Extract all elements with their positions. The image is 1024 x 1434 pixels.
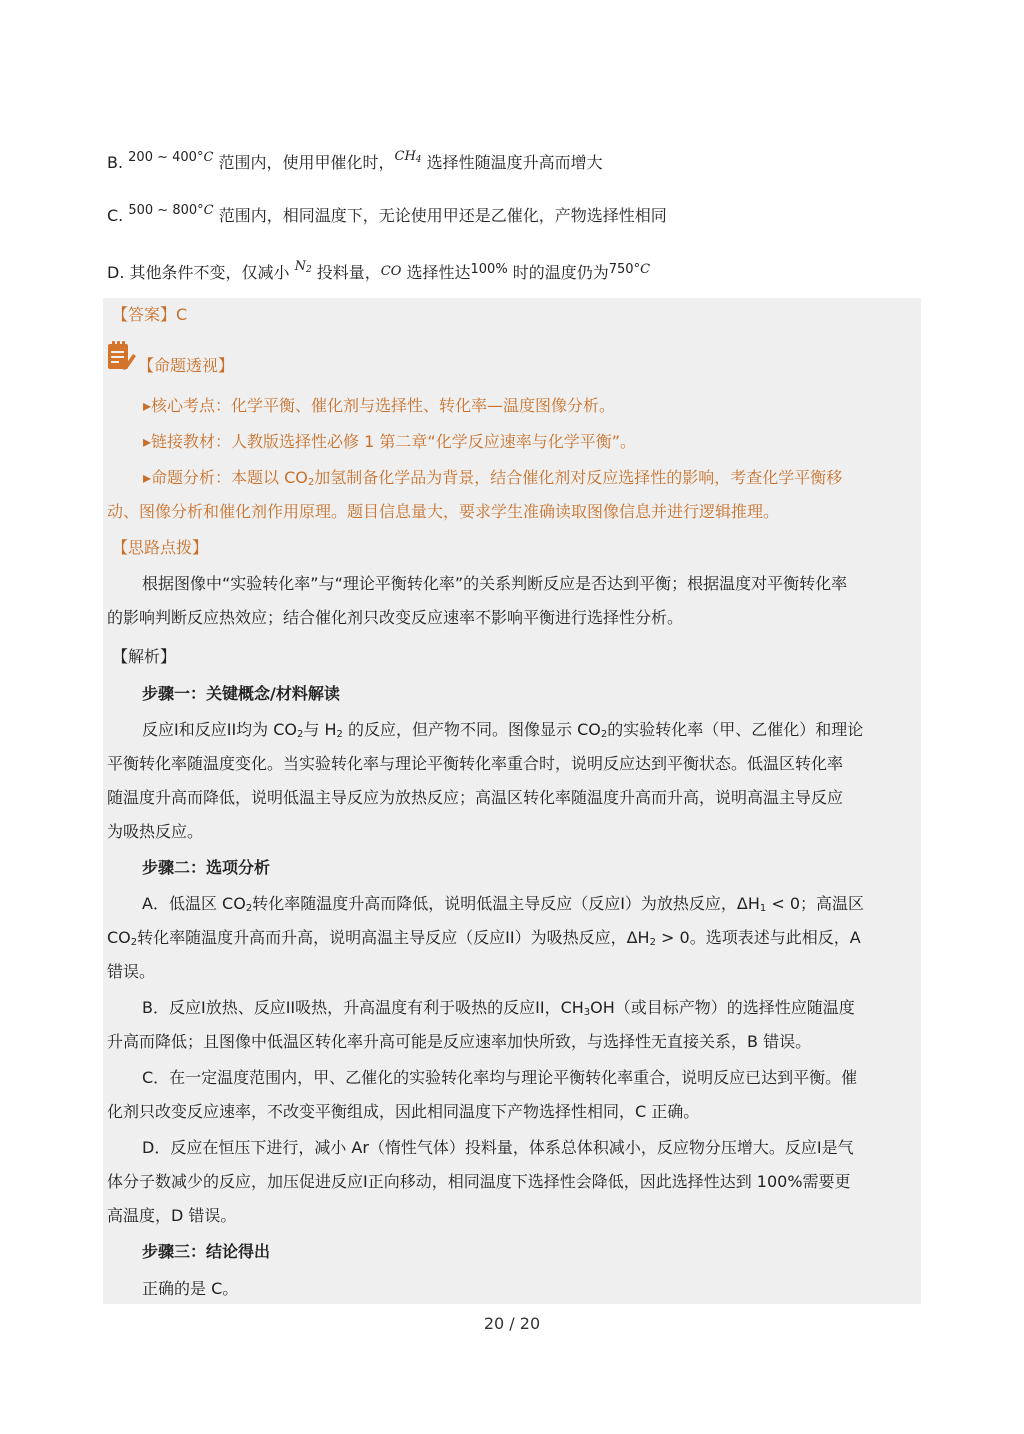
temperature-range: 500 ~ 800°C xyxy=(128,203,214,218)
option-a-analysis-3: 错误。 xyxy=(107,962,156,981)
formula-n2: N2 xyxy=(294,259,312,275)
option-text: 选择性达 xyxy=(401,263,471,282)
option-text: 时的温度仍为 xyxy=(507,263,609,282)
option-letter: B. xyxy=(107,153,124,172)
option-text: 范围内，使用甲催化时， xyxy=(213,153,395,172)
option-b-analysis-2: 升高而降低；且图像中低温区转化率升高可能是反应速率加快所致，与选择性无直接关系，B 错误。 xyxy=(107,1032,812,1051)
selectivity-value: 100% xyxy=(470,262,508,277)
option-a-analysis-1: A．低温区 $CO_2$转化率随温度升高而降低，说明低温主导反应（反应I）为放热反应，$\Delta H_1 < 0$；高温区 xyxy=(142,894,865,914)
core-label: ▸核心考点： xyxy=(143,396,232,415)
option-a-analysis-2: $CO_2$转化率随温度升高而升高，说明高温主导反应（反应II）为吸热反应，$\Delta H_2 > 0$。选项表述与此相反，A xyxy=(107,928,861,948)
notepad-icon xyxy=(106,340,136,372)
option-d-analysis-3: 高温度，D 错误。 xyxy=(107,1206,237,1225)
option-letter: D. xyxy=(107,263,125,282)
proposition-analysis-cont: 动、图像分析和催化剂作用原理。题目信息量大，要求学生准确读取图像信息并进行逻辑推理。 xyxy=(107,502,780,521)
formula-ch4: CH4 xyxy=(394,149,422,165)
textbook-link xyxy=(143,431,636,453)
hint-line-2: 的影响判断反应热效应；结合催化剂只改变反应速率不影响平衡进行选择性分析。 xyxy=(107,608,684,627)
step-one-line-2: 平衡转化率随温度变化。当实验转化率与理论平衡转化率重合时，说明反应达到平衡状态。低温区转化率 xyxy=(107,754,844,773)
option-text: 选择性随温度升高而增大 xyxy=(421,153,603,172)
option-text: 其他条件不变，仅减小 xyxy=(129,263,295,282)
option-text: 投料量， xyxy=(311,263,381,282)
option-b xyxy=(107,149,603,177)
core-points xyxy=(143,395,615,417)
option-c-analysis-2: 化剂只改变反应速率，不改变平衡组成，因此相同温度下产物选择性相同，C 正确。 xyxy=(107,1102,700,1121)
option-text: 范围内，相同温度下，无论使用甲还是乙催化，产物选择性相同 xyxy=(213,206,667,225)
proposition-analysis xyxy=(143,467,842,489)
analysis-text: 本题以 CO xyxy=(231,468,308,487)
option-c-analysis-1: C．在一定温度范围内，甲、乙催化的实验转化率均与理论平衡转化率重合，说明反应已达到平衡。催 xyxy=(142,1068,858,1087)
answer-line: 【答案】C xyxy=(112,305,188,324)
page-number: 20 / 20 xyxy=(483,1314,541,1333)
step-one-line-1: 反应I和反应II均为 $CO_2$与 $H_2$ 的反应，但产物不同。图像显示 $CO_2$的实验转化率（甲、乙催化）和理论 xyxy=(142,720,864,740)
step-one-heading: 步骤一：关键概念/材料解读 xyxy=(142,684,340,703)
option-c xyxy=(107,205,667,229)
step-two-heading: 步骤二：选项分析 xyxy=(142,858,271,877)
analysis-title: 【解析】 xyxy=(112,647,177,666)
subscript: 2 xyxy=(307,477,315,488)
formula-co: CO xyxy=(380,264,402,279)
link-text: 人教版选择性必修 1 第二章“化学反应速率与化学平衡”。 xyxy=(231,432,636,451)
step-three-heading: 步骤三：结论得出 xyxy=(142,1242,271,1261)
option-d-analysis-2: 体分子数减少的反应，加压促进反应I正向移动，相同温度下选择性会降低，因此选择性达到 100%需要更 xyxy=(107,1172,851,1191)
option-d xyxy=(107,259,651,287)
conclusion: 正确的是 C。 xyxy=(142,1279,239,1298)
hint-line-1: 根据图像中“实验转化率”与“理论平衡转化率”的关系判断反应是否达到平衡；根据温度对平衡转化率 xyxy=(142,574,848,593)
proposition-title: 【命题透视】 xyxy=(138,356,235,375)
option-letter: C. xyxy=(107,206,124,225)
analysis-text: 加氢制备化学品为背景，结合催化剂对反应选择性的影响，考查化学平衡移 xyxy=(314,468,843,487)
step-one-line-4: 为吸热反应。 xyxy=(107,822,204,841)
core-text: 化学平衡、催化剂与选择性、转化率—温度图像分析。 xyxy=(231,396,616,415)
link-label: ▸链接教材： xyxy=(143,432,232,451)
option-d-analysis-1: D．反应在恒压下进行，减小 Ar（惰性气体）投料量，体系总体积减小，反应物分压增大。反应I是气 xyxy=(142,1138,854,1157)
temperature-value: 750°C xyxy=(608,262,651,277)
step-one-line-3: 随温度升高而降低，说明低温主导反应为放热反应；高温区转化率随温度升高而升高，说明高温主导反应 xyxy=(107,788,844,807)
option-b-analysis-1: B．反应I放热、反应II吸热，升高温度有利于吸热的反应II，$CH_3OH$（或目标产物）的选择性应随温度 xyxy=(142,998,855,1018)
hint-title: 【思路点拨】 xyxy=(112,538,209,557)
temperature-range: 200 ~ 400°C xyxy=(128,150,214,165)
analysis-label: ▸命题分析： xyxy=(143,468,232,487)
